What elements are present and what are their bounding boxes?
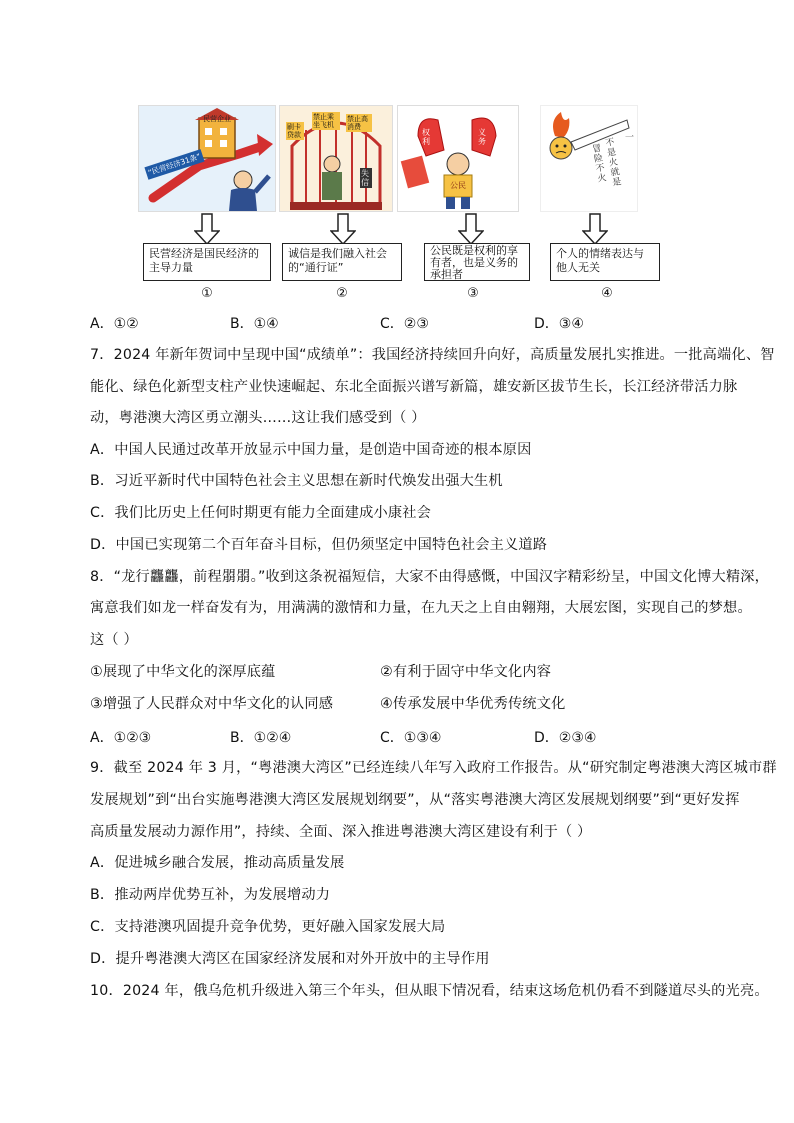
- down-arrow-icon: [582, 213, 608, 245]
- cartoon-emotion: [540, 105, 638, 212]
- caption-box-3: 公民既是权利的享有者，也是义务的承担者: [424, 243, 530, 281]
- q8-statement-2: ②有利于固守中华文化内容: [380, 664, 552, 680]
- cartoon-rights-duties-illustration: [398, 106, 518, 211]
- q7-option-c: C．我们比历史上任何时期更有能力全面建成小康社会: [90, 505, 432, 521]
- q8-stem-line-2: 寓意我们如龙一样奋发有为，用满满的激情和力量，在九天之上自由翱翔，大展宏图，实现自己的梦想。: [90, 600, 752, 616]
- q7-option-d: D．中国已实现第二个百年奋斗目标，但仍须坚定中国特色社会主义道路: [90, 537, 548, 553]
- q7-stem-line-3: 动，粤港澳大湾区勇立潮头……这让我们感受到（ ）: [90, 410, 426, 426]
- caption-marker-2: ②: [336, 286, 348, 301]
- q9-stem-line-2: 发展规划”到“出台实施粤港澳大湾区发展规划纲要”，从“落实粤港澳大湾区发展规划纲要”到“更好发挥: [90, 792, 740, 808]
- q6-option-c: C．②③: [380, 316, 429, 332]
- cartoon-credit-noluxury-label: 禁止高消费: [346, 114, 372, 132]
- caption-box-1: 民营经济是国民经济的主导力量: [143, 243, 271, 281]
- q8-statement-4: ④传承发展中华优秀传统文化: [380, 696, 566, 712]
- cartoon-emotion-text-3: 一: [625, 133, 635, 143]
- q8-statement-1: ①展现了中华文化的深厚底蕴: [90, 664, 276, 680]
- cartoon-rights-label: 权利: [422, 128, 430, 146]
- q7-stem-line-2: 能化、绿色化新型支柱产业快速崛起、东北全面振兴谱写新篇，雄安新区拔节生长，长江经济带活力脉: [90, 379, 738, 395]
- q10-stem-line-1: 10．2024 年，俄乌危机升级进入第三个年头，但从眼下情况看，结束这场危机仍看不到隧道尽头的光亮。: [90, 983, 769, 999]
- q9-option-b: B．推动两岸优势互补，为发展增动力: [90, 887, 331, 903]
- q9-stem-line-1: 9．截至 2024 年 3 月，“粤港澳大湾区”已经连续八年写入政府工作报告。从“研究制定粤港澳大湾区城市群: [90, 760, 777, 776]
- q7-stem-line-1: 7．2024 年新年贺词中呈现中国“成绩单”：我国经济持续回升向好，高质量发展扎实推进。一批高端化、智: [90, 347, 775, 363]
- cartoon-emotion-illustration: [541, 106, 637, 211]
- cartoon-credit-card-label: 刷卡贷款: [286, 122, 304, 140]
- caption-box-2: 诚信是我们融入社会的“通行证”: [282, 243, 402, 281]
- q7-option-b: B．习近平新时代中国特色社会主义思想在新时代焕发出强大生机: [90, 473, 503, 489]
- cartoon-credit-noflight-label: 禁止乘坐飞机: [312, 112, 340, 130]
- down-arrow-icon: [458, 213, 484, 245]
- q8-option-a: A．①②③: [90, 730, 152, 746]
- q8-option-d: D．②③④: [534, 730, 597, 746]
- caption-box-4: 个人的情绪表达与他人无关: [550, 243, 660, 281]
- cartoon-emotion-text-2: 不是火就是: [604, 137, 623, 189]
- caption-marker-1: ①: [201, 286, 213, 301]
- cartoon-private-economy-banner: “民营经济31条”: [144, 149, 204, 180]
- q8-stem-line-1: 8．“龙行龘龘，前程朤朤。”收到这条祝福短信，大家不由得感慨，中国汉字精彩纷呈，中国文化博大精深，: [90, 569, 770, 585]
- q9-stem-line-3: 高质量发展动力源作用”，持续、全面、深入推进粤港澳大湾区建设有利于（ ）: [90, 824, 592, 840]
- q6-option-a: A．①②: [90, 316, 139, 332]
- caption-marker-3: ③: [467, 286, 479, 301]
- cartoon-citizen-label: 公民: [450, 181, 466, 190]
- cartoon-rights-duties: [397, 105, 519, 212]
- q9-option-d: D．提升粤港澳大湾区在国家经济发展和对外开放中的主导作用: [90, 951, 490, 967]
- q6-option-d: D．③④: [534, 316, 584, 332]
- cartoon-credit-dishonest-label: 失信: [360, 168, 372, 188]
- caption-marker-4: ④: [601, 286, 613, 301]
- down-arrow-icon: [330, 213, 356, 245]
- cartoon-private-economy: [138, 105, 276, 212]
- down-arrow-icon: [194, 213, 220, 245]
- q8-option-c: C．①③④: [380, 730, 442, 746]
- q9-option-c: C．支持港澳巩固提升竞争优势，更好融入国家发展大局: [90, 919, 446, 935]
- q8-option-b: B．①②④: [230, 730, 292, 746]
- q7-option-a: A．中国人民通过改革开放显示中国力量，是创造中国奇迹的根本原因: [90, 442, 532, 458]
- cartoon-duties-label: 义务: [478, 128, 486, 146]
- q9-option-a: A．促进城乡融合发展，推动高质量发展: [90, 855, 345, 871]
- cartoon-emotion-text-1: 冒险不火: [591, 143, 608, 185]
- q8-stem-line-3: 这（ ）: [90, 632, 138, 648]
- cartoon-private-economy-sign: 民营企业: [203, 115, 231, 123]
- q8-statement-3: ③增强了人民群众对中华文化的认同感: [90, 696, 334, 712]
- cartoon-credit-cage: [279, 105, 393, 212]
- q6-option-b: B．①④: [230, 316, 279, 332]
